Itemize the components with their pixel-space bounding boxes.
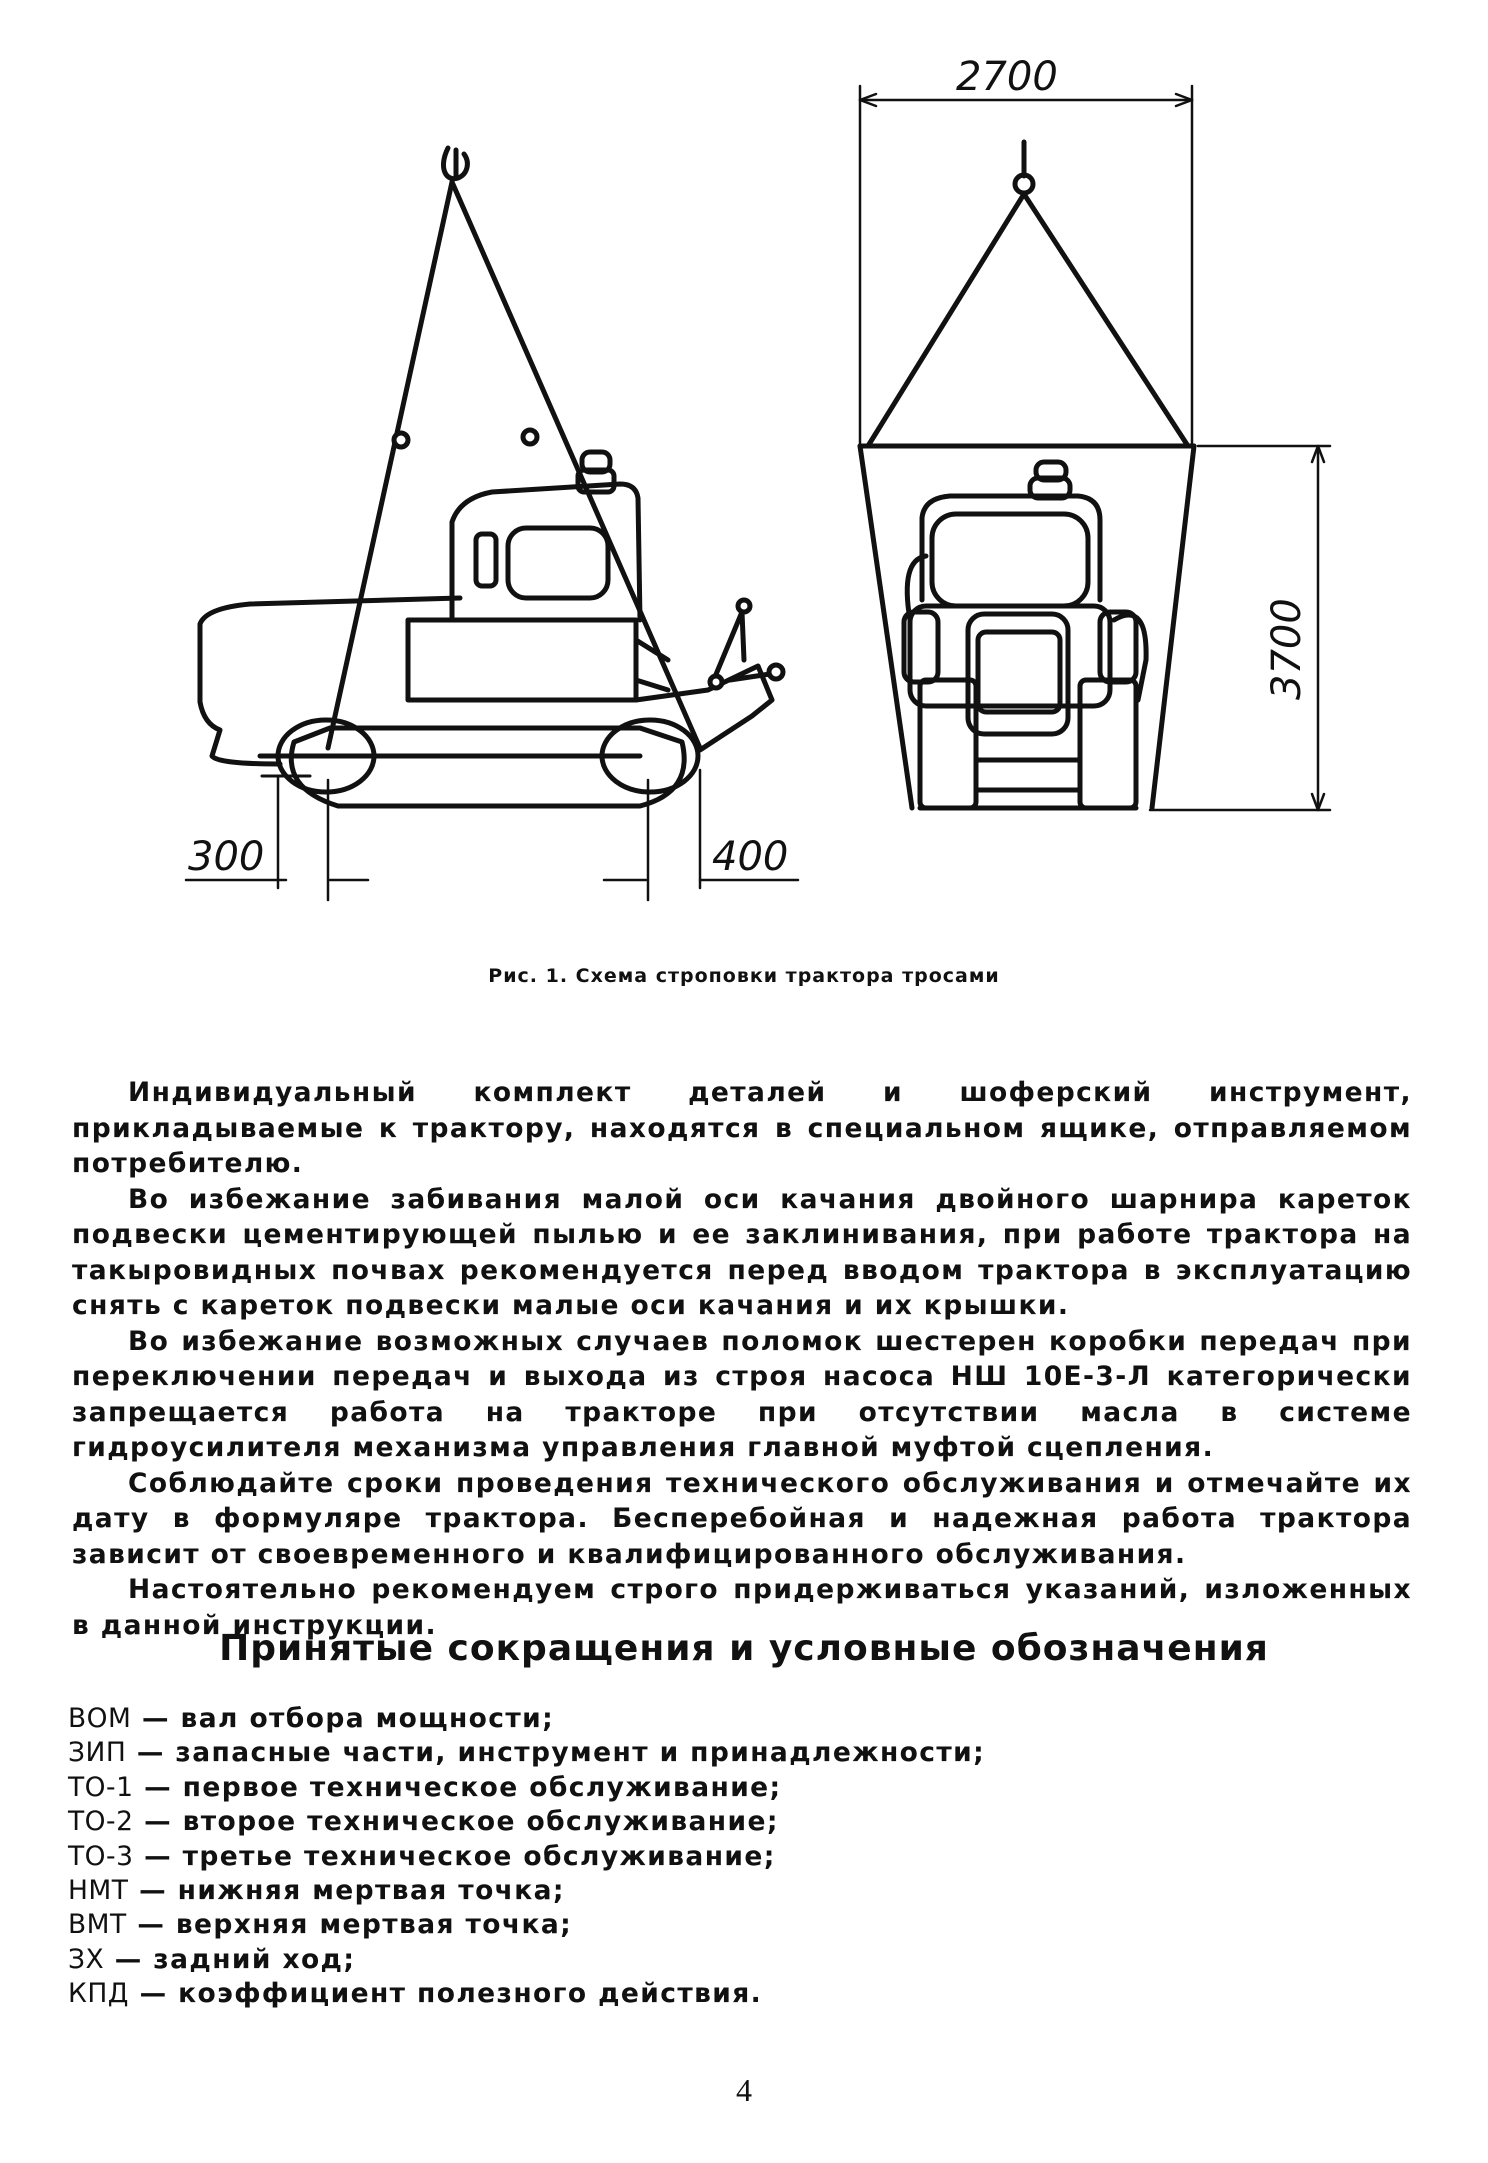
paragraph-maintenance: Соблюдайте сроки проведения технического обслуживания и отмечайте их дату в формуляре трактора. Бесперебойная и надежная работа трактора зависит от своевременного и квалифицированного обслуживания. — [72, 1467, 1412, 1570]
list-item: ВМТ — верхняя мертвая точка; — [68, 1909, 573, 1941]
page-number: 4 — [736, 2072, 752, 2108]
paragraph-suspension: Во избежание забивания малой оси качания двойного шарнира кареток подвески цементирующей пылью и ее заклинивания, при работе трактора на такыровидных почвах рекомендуется перед вводом трактора в эксплуатацию снять с кареток подвески малые оси качания и их крышки. — [72, 1183, 1412, 1321]
track-outline — [291, 728, 684, 806]
paragraph-gearbox: Во избежание возможных случаев поломок шестерен коробки передач при переключении передач и выхода из строя насоса НШ 10Е-3-Л категорически запрещается работа на тракторе при отсутствии масла в системе гидроусилителя механизма управления главной муфтой сцепления. — [72, 1325, 1412, 1463]
list-item: ЗХ — задний ход; — [68, 1943, 356, 1975]
dim-width: 2700 — [956, 54, 1058, 100]
list-item: ТО-2 — второе техническое обслуживание; — [68, 1806, 779, 1838]
sling-front — [328, 182, 452, 748]
list-item: ТО-1 — первое техническое обслуживание; — [68, 1771, 782, 1803]
tractor-slinging-figure — [0, 0, 1488, 950]
list-item: ЗИП — запасные части, инструмент и принадлежности; — [68, 1737, 986, 1769]
tractor-rear-view — [860, 54, 1330, 810]
list-item: НМТ — нижняя мертвая точка; — [68, 1875, 565, 1907]
body-text — [72, 1075, 1412, 1643]
paragraph-kit: Индивидуальный комплект деталей и шоферский инструмент, прикладываемые к трактору, находятся в специальном ящике, отправляемом потребителю. — [72, 1077, 1412, 1179]
dim-height: 3700 — [1264, 598, 1310, 700]
list-item: ВОМ — вал отбора мощности; — [68, 1703, 555, 1734]
list-item: ТО-3 — третье техническое обслуживание; — [68, 1840, 776, 1872]
paragraph-recommendation: Настоятельно рекомендуем строго придерживаться указаний, изложенных в данной инструкции. — [72, 1574, 1412, 1641]
abbreviations-list — [68, 1702, 985, 2012]
tractor-side-view — [186, 148, 798, 900]
sling-rear — [452, 182, 700, 748]
dim-front-offset: 300 — [188, 834, 265, 880]
list-item: КПД — коэффициент полезного действия. — [68, 1978, 763, 2010]
section-title: Принятые сокращения и условные обозначения — [219, 1628, 1269, 1669]
figure-caption: Рис. 1. Схема строповки трактора тросами — [488, 965, 1000, 987]
dim-rear-offset: 400 — [712, 834, 789, 880]
